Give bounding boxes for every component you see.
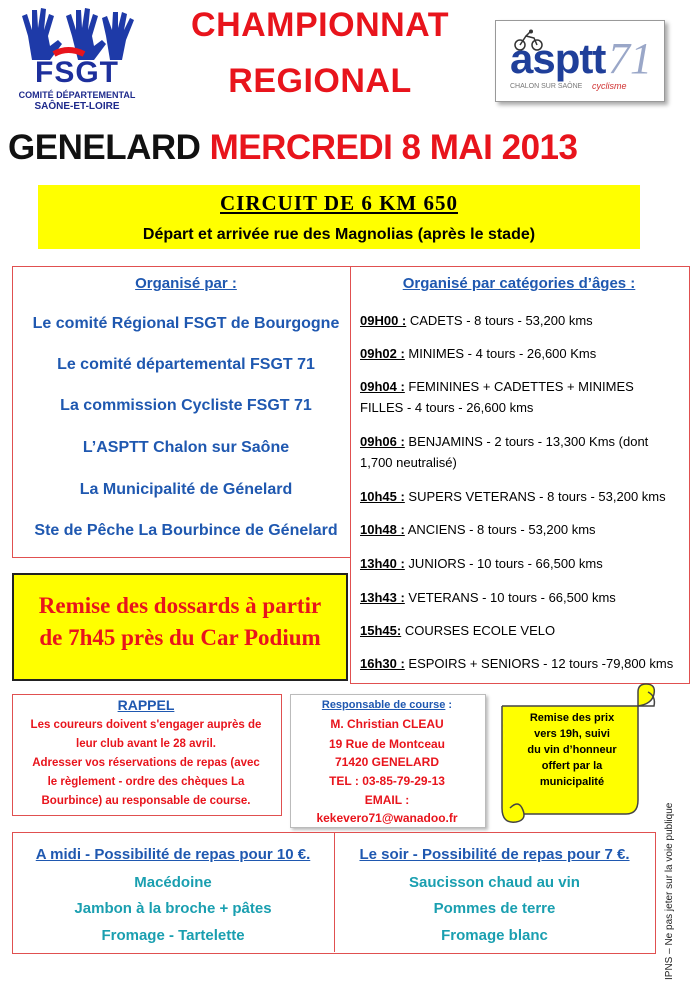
organiser-item: Ste de Pêche La Bourbince de Génelard (34, 522, 338, 539)
asptt-logo-text: asptt (510, 35, 606, 82)
category-time: 09H00 : (360, 313, 407, 328)
organiser-item: Le comité Régional FSGT de Bourgogne (32, 315, 340, 332)
footer-note (664, 740, 686, 980)
meal-midi-item: Fromage - Tartelette (101, 927, 245, 944)
circuit-name: CIRCUIT DE 6 KM 650 (220, 191, 458, 215)
category-item (360, 519, 680, 540)
prix-line: municipalité (539, 776, 605, 788)
footer-note-text: IPNS – Ne pas jeter sur la voie publique (664, 802, 675, 980)
category-text: FEMININES + CADETTES + MINIMES FILLES - 4 tours - 26,600 kms (360, 379, 634, 415)
category-text: ESPOIRS + SENIORS - 12 tours -79,800 kms (404, 656, 674, 671)
organiser-item: L’ASPTT Chalon sur Saône (82, 439, 290, 456)
responsable-title (290, 699, 484, 711)
category-time: 13h43 : (360, 590, 405, 605)
organisers-heading: Organisé par : (135, 275, 237, 292)
prix-line: offert par la (541, 760, 603, 772)
event-headline (8, 128, 692, 168)
category-item (360, 431, 680, 473)
event-date: MERCREDI 8 MAI 2013 (209, 128, 578, 167)
raised-hands-icon (18, 6, 136, 62)
rappel-line: Adresser vos réservations de repas (avec (32, 757, 260, 769)
prix-text (508, 710, 636, 790)
dossards-notice (12, 590, 348, 654)
title-line2: REGIONAL (228, 62, 412, 100)
category-item (360, 376, 680, 418)
rappel-line: Bourbince) au responsable de course. (41, 795, 251, 807)
category-text: COURSES ECOLE VELO (401, 623, 556, 638)
responsable-email[interactable]: kekevero71@wanadoo.fr (316, 811, 458, 825)
category-text: CADETS - 8 tours - 53,200 kms (406, 313, 593, 328)
asptt-logo-sub2: cyclisme (592, 81, 627, 91)
meal-soir-item: Saucisson chaud au vin (409, 874, 580, 891)
fsgt-logo-text: FSGT (35, 56, 119, 89)
meal-soir-item: Pommes de terre (433, 900, 556, 917)
category-text: BENJAMINS - 2 tours - 13,300 Kms (dont 1,700 neutralisé) (360, 434, 649, 470)
category-item (360, 310, 680, 331)
asptt-logo-sub: CHALON SUR SAÔNE (510, 83, 583, 90)
category-text: MINIMES - 4 tours - 26,600 Kms (404, 346, 597, 361)
categories-heading: Organisé par catégories d’âges : (402, 275, 636, 292)
event-place: GENELARD (8, 128, 201, 167)
rappel-text (14, 716, 278, 811)
asptt-logo (495, 20, 665, 102)
category-item (360, 486, 680, 507)
asptt-logo-number: 71 (608, 34, 652, 83)
category-time: 15h45: (360, 623, 402, 638)
category-item (360, 587, 680, 608)
responsable-street: 19 Rue de Montceau (328, 737, 446, 751)
rappel-line: leur club avant le 28 avril. (76, 738, 216, 750)
responsable-phone: TEL : 03-85-79-29-13 (329, 774, 445, 788)
organiser-item: La commission Cycliste FSGT 71 (60, 397, 312, 414)
rappel-line: Les coureurs doivent s'engager auprès de (30, 719, 262, 731)
meal-soir-heading: Le soir - Possibilité de repas pour 7 €. (359, 846, 630, 863)
responsable-city: 71420 GENELARD (334, 755, 440, 769)
meal-midi-item: Jambon à la broche + pâtes (74, 900, 272, 917)
circuit-depart: Départ et arrivée rue des Magnolias (après le stade) (142, 226, 536, 243)
category-time: 10h48 : (360, 522, 405, 537)
category-time: 09h04 : (360, 379, 405, 394)
prix-line: du vin d’honneur (527, 744, 617, 756)
fsgt-logo-line2: SAÔNE-ET-LOIRE (34, 101, 120, 112)
category-text: ANCIENS - 8 tours - 53,200 kms (404, 522, 596, 537)
category-text: SUPERS VETERANS - 8 tours - 53,200 kms (404, 489, 666, 504)
category-item (360, 653, 680, 674)
category-time: 16h30 : (360, 656, 405, 671)
meal-soir-item: Fromage blanc (441, 927, 548, 944)
category-time: 09h02 : (360, 346, 405, 361)
prix-line: vers 19h, suivi (534, 728, 610, 740)
category-time: 09h06 : (360, 434, 405, 449)
meal-midi-heading: A midi - Possibilité de repas pour 10 €. (35, 846, 311, 863)
meal-midi-item: Macédoine (134, 874, 212, 891)
organiser-item: La Municipalité de Génelard (79, 481, 293, 498)
category-time: 10h45 : (360, 489, 405, 504)
responsable-title-text: Responsable de course (321, 699, 446, 711)
rappel-title: RAPPEL (117, 697, 175, 713)
fsgt-logo-line1: COMITÉ DÉPARTEMENTAL (18, 90, 136, 100)
responsable-name: M. Christian CLEAU (330, 717, 444, 731)
rappel-line: le règlement - ordre des chèques La (47, 776, 245, 788)
responsable-email-label: EMAIL : (364, 793, 410, 807)
title-line1: CHAMPIONNAT (191, 6, 449, 44)
category-time: 13h40 : (360, 556, 405, 571)
category-item (360, 343, 680, 364)
prix-line: Remise des prix (529, 712, 615, 724)
fsgt-logo (18, 6, 136, 116)
dossards-line1: Remise des dossards à partir (38, 593, 322, 618)
dossards-line2: de 7h45 près du Car Podium (39, 625, 321, 650)
organiser-item: Le comité départemental FSGT 71 (57, 356, 315, 373)
responsable-title-suffix: : (445, 699, 453, 711)
category-item (360, 620, 680, 641)
category-text: JUNIORS - 10 tours - 66,500 kms (404, 556, 603, 571)
category-text: VETERANS - 10 tours - 66,500 kms (404, 590, 616, 605)
category-item (360, 553, 680, 574)
